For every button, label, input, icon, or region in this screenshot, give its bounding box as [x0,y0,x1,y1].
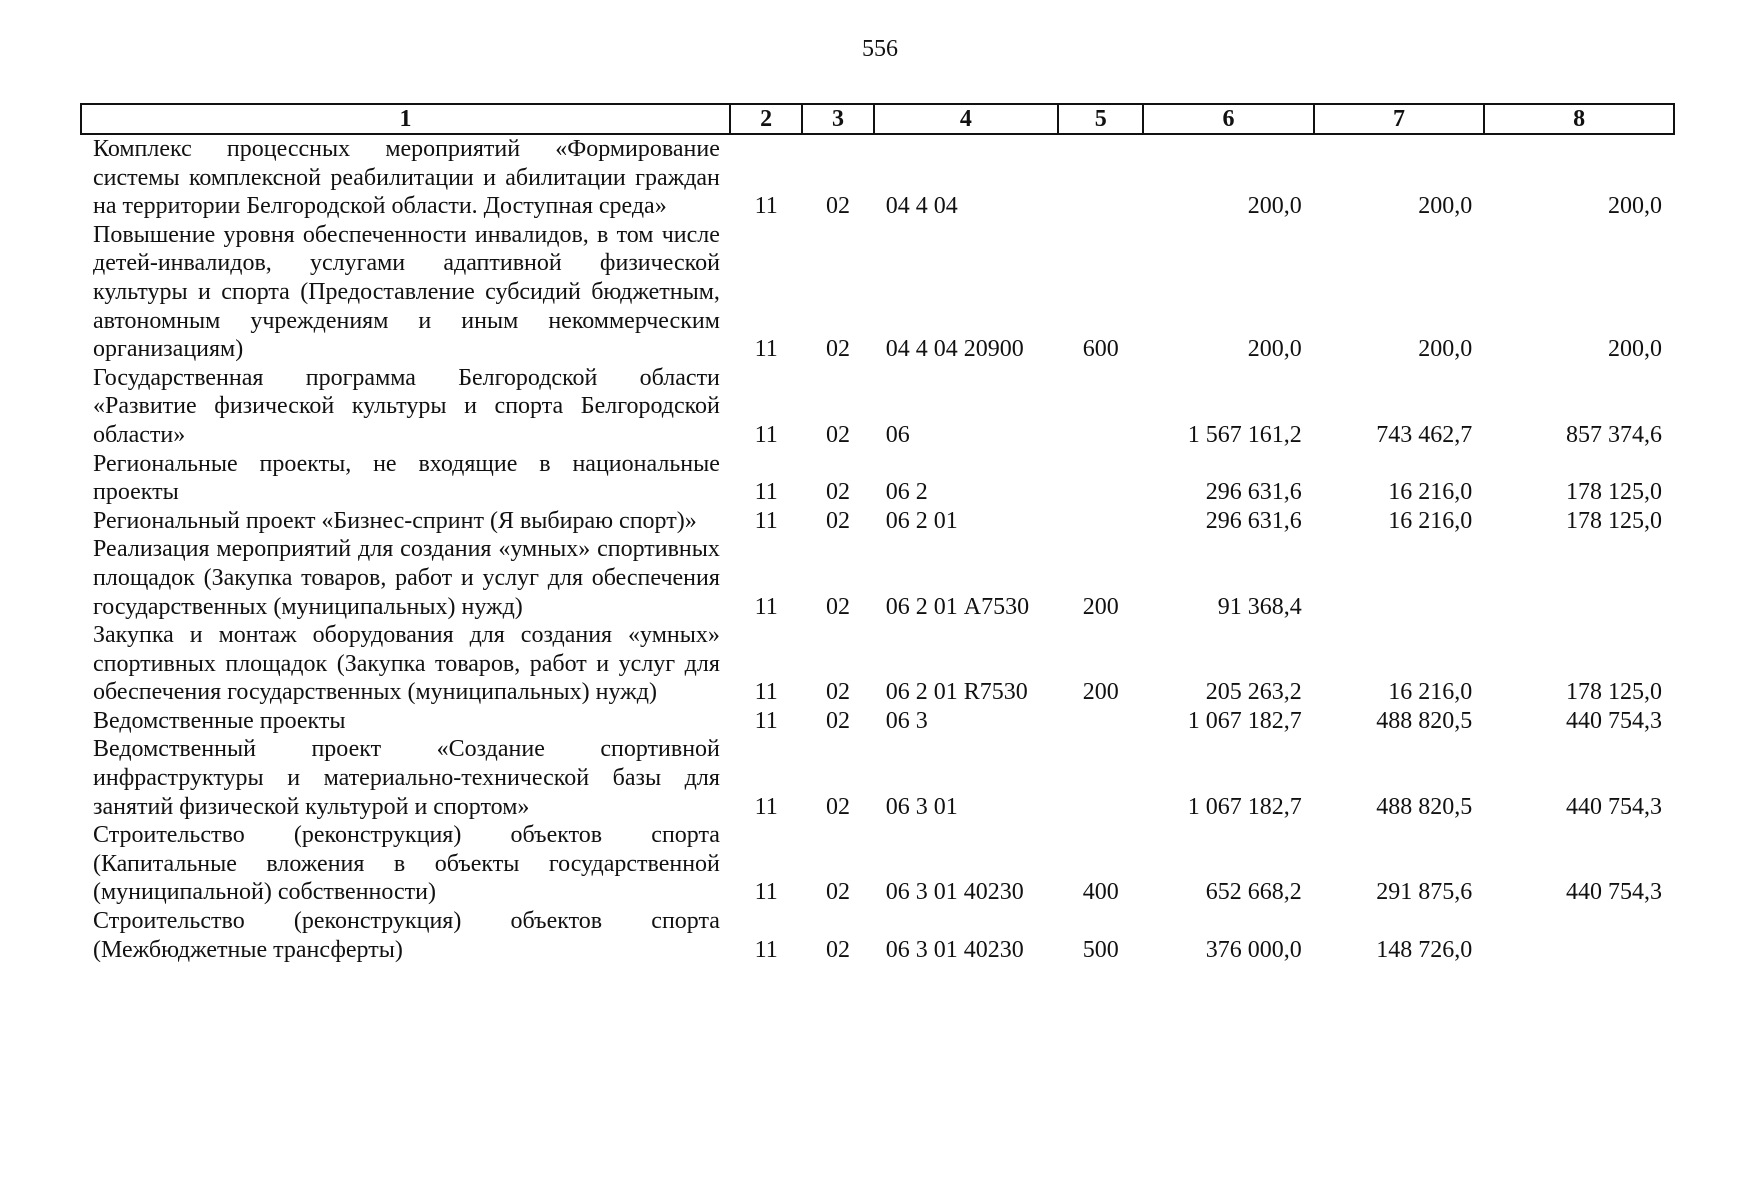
amount-col-8: 178 125,0 [1566,679,1662,706]
target-article-code: 06 [885,421,910,448]
amount-col-6: 652 668,2 [1205,879,1302,906]
subsection-code: 02 [826,879,851,906]
target-article-code: 06 2 01 А7530 [885,593,1030,620]
amount-col-6: 205 263,2 [1205,679,1302,706]
section-code: 11 [754,793,778,820]
expense-type-code: 600 [1082,336,1119,363]
section-code: 11 [754,479,778,506]
amount-col-8: 178 125,0 [1566,479,1662,506]
table-row [81,134,1674,221]
subsection-code: 02 [826,479,851,506]
target-article-code: 06 3 01 [885,793,958,820]
amount-col-8 [1484,535,1674,621]
amount-col-7: 148 726,0 [1376,936,1473,963]
subsection-code: 02 [826,936,851,963]
amount-col-8: 200,0 [1608,193,1662,220]
header-cell: 5 [1058,104,1143,134]
amount-col-8: 440 754,3 [1566,793,1662,820]
header-cell: 8 [1484,104,1674,134]
expense-type-code: 400 [1082,879,1119,906]
amount-col-6: 200,0 [1247,193,1302,220]
section-code: 11 [754,936,778,963]
subsection-code: 02 [826,507,851,534]
target-article-code: 06 3 01 40230 [885,936,1024,963]
section-code: 11 [754,193,778,220]
amount-col-8: 857 374,6 [1566,421,1662,448]
header-cell: 4 [874,104,1058,134]
amount-col-6: 296 631,6 [1205,507,1302,534]
table-row [81,621,1674,707]
amount-col-7: 743 462,7 [1376,421,1473,448]
amount-col-7: 200,0 [1418,193,1473,220]
table-body [81,134,1674,964]
amount-col-6: 1 567 161,2 [1187,421,1302,448]
table-row [81,450,1674,507]
section-code: 11 [754,707,778,734]
amount-col-6: 1 067 182,7 [1187,707,1302,734]
table-row [81,221,1674,364]
expense-type-code [1058,507,1143,536]
amount-col-7: 200,0 [1418,336,1473,363]
amount-col-7: 16 216,0 [1388,679,1473,706]
row-name: Строительство (реконструкция) объектов спорта (Капитальные вложения в объекты государственной (муниципальной) собственности) [93,822,720,906]
amount-col-7: 291 875,6 [1376,879,1473,906]
header-row [81,104,1674,134]
header-cell: 2 [730,104,802,134]
row-name: Повышение уровня обеспеченности инвалидов, в том числе детей-инвалидов, услугами адаптивной физической культуры и спорта (Предоставление субсидий бюджетным, автономным учреждениям и иным некоммерческим организациям) [93,221,720,363]
amount-col-6: 200,0 [1247,336,1302,363]
expense-type-code [1058,450,1143,507]
amount-col-7: 16 216,0 [1388,479,1473,506]
expense-type-code [1058,134,1143,221]
table-row [81,907,1674,964]
row-name: Региональные проекты, не входящие в национальные проекты [93,450,720,506]
header-cell: 6 [1143,104,1313,134]
row-name: Строительство (реконструкция) объектов спорта (Межбюджетные трансферты) [93,908,720,963]
subsection-code: 02 [826,593,851,620]
subsection-code: 02 [826,336,851,363]
amount-col-6: 376 000,0 [1205,936,1302,963]
amount-col-7: 488 820,5 [1376,793,1473,820]
expense-type-code [1058,735,1143,821]
amount-col-7: 488 820,5 [1376,707,1473,734]
subsection-code: 02 [826,793,851,820]
subsection-code: 02 [826,193,851,220]
target-article-code: 06 2 [885,479,928,506]
section-code: 11 [754,679,778,706]
expense-type-code: 500 [1082,936,1119,963]
amount-col-6: 1 067 182,7 [1187,793,1302,820]
row-name: Региональный проект «Бизнес-спринт (Я выбираю спорт)» [93,507,697,534]
subsection-code: 02 [826,679,851,706]
target-article-code: 04 4 04 [885,193,958,220]
section-code: 11 [754,879,778,906]
expense-type-code: 200 [1082,679,1119,706]
amount-col-8: 440 754,3 [1566,707,1662,734]
section-code: 11 [754,593,778,620]
row-name: Комплекс процессных мероприятий «Формирование системы комплексной реабилитации и абилитации граждан на территории Белгородской области. Доступная среда» [93,136,720,220]
expense-type-code [1058,364,1143,450]
subsection-code: 02 [826,707,851,734]
budget-table [80,103,1675,964]
target-article-code: 06 2 01 [885,507,958,534]
section-code: 11 [754,336,778,363]
target-article-code: 06 3 01 40230 [885,879,1024,906]
amount-col-8: 178 125,0 [1566,507,1662,534]
table-row [81,364,1674,450]
row-name: Государственная программа Белгородской области «Развитие физической культуры и спорта Белгородской области» [93,364,720,448]
header-cell: 7 [1314,104,1484,134]
subsection-code: 02 [826,421,851,448]
table-row [81,821,1674,907]
table-row [81,535,1674,621]
section-code: 11 [754,421,778,448]
header-cell: 3 [802,104,873,134]
row-name: Ведомственные проекты [93,707,346,734]
amount-col-8: 440 754,3 [1566,879,1662,906]
table-row [81,707,1674,736]
section-code: 11 [754,507,778,534]
table-row [81,735,1674,821]
amount-col-8 [1484,907,1674,964]
expense-type-code: 200 [1082,593,1119,620]
amount-col-8: 200,0 [1608,336,1662,363]
header-cell: 1 [81,104,730,134]
row-name: Ведомственный проект «Создание спортивной инфраструктуры и материально-технической базы для занятий физической культурой и спортом» [93,736,720,820]
expense-type-code [1058,707,1143,736]
row-name: Реализация мероприятий для создания «умных» спортивных площадок (Закупка товаров, работ и услуг для обеспечения государственных (муниципальных) нужд) [93,536,720,620]
target-article-code: 04 4 04 20900 [885,336,1024,363]
row-name: Закупка и монтаж оборудования для создания «умных» спортивных площадок (Закупка товаров, работ и услуг для обеспечения государственных (муниципальных) нужд) [93,622,720,706]
table-row [81,507,1674,536]
amount-col-7: 16 216,0 [1388,507,1473,534]
page-number: 556 [862,36,898,62]
amount-col-7 [1314,535,1484,621]
target-article-code: 06 3 [885,707,928,734]
amount-col-6: 296 631,6 [1205,479,1302,506]
target-article-code: 06 2 01 R7530 [885,679,1028,706]
amount-col-6: 91 368,4 [1217,593,1302,620]
